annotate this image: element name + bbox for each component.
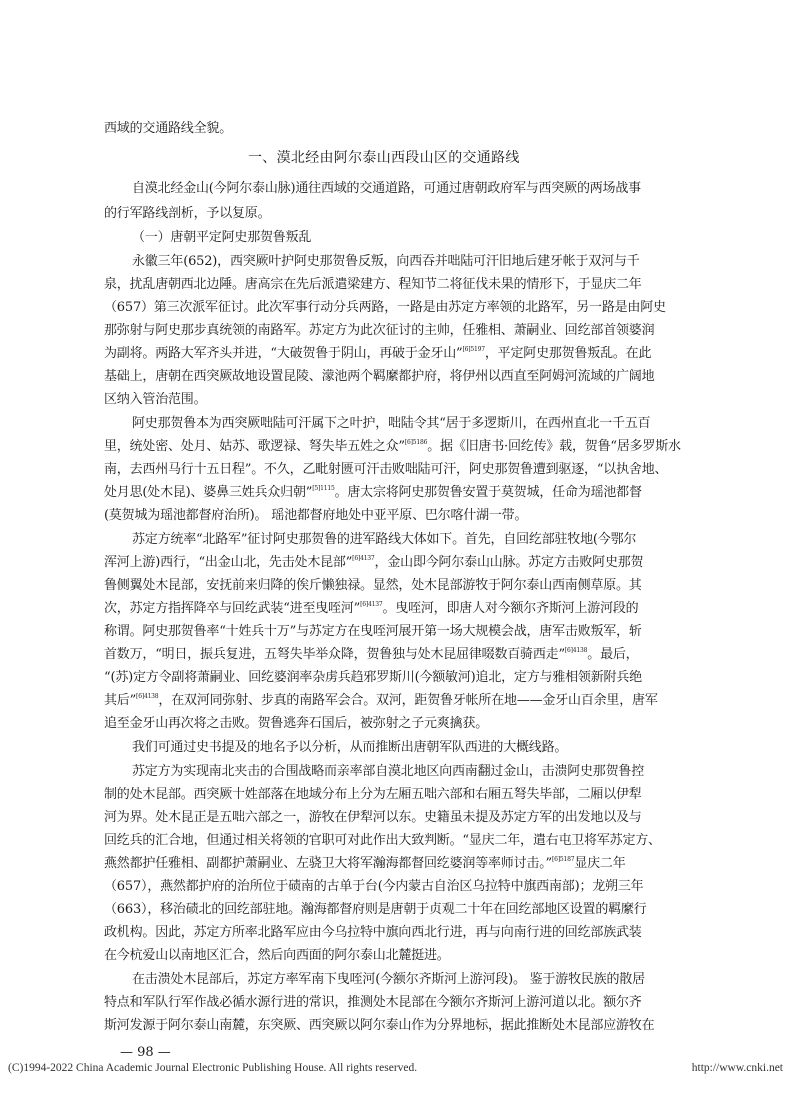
- text-line: [104, 878, 643, 895]
- line-text: 西域的交通路线全貌。: [104, 121, 233, 136]
- text-line: [132, 763, 644, 780]
- line-text: 一、漠北经由阿尔泰山西段山区的交通路线: [248, 150, 520, 166]
- line-text: 其后”: [104, 693, 137, 708]
- line-text: 浑河上游)西行，“出金山北，先击处木昆部”: [104, 555, 353, 570]
- line-text-continued: 显庆二年: [574, 856, 626, 871]
- line-text-continued: ，金山即今阿尔泰山山脉。苏定方击败阿史那贺: [374, 555, 644, 570]
- citation-ref: [6]5187: [551, 856, 575, 863]
- line-text: 在今杭爱山以南地区汇合，然后向西面的阿尔泰山北麓挺进。: [104, 948, 450, 963]
- line-text-continued: 。据《旧唐书·回纥传》载，贺鲁“居多罗斯水: [427, 439, 681, 454]
- line-text: 永徽三年(652)，西突厥叶护阿史那贺鲁反叛，向西吞并咄陆可汗旧地后建牙帐于双河与千: [132, 254, 640, 269]
- text-line: [132, 971, 645, 988]
- line-text: 河为界。处木昆正是五咄六部之一，游牧在伊犁河以东。史籍虽未提及苏定方军的出发地以及与: [104, 810, 642, 825]
- text-line: [104, 438, 681, 455]
- text-line: [132, 415, 650, 432]
- line-text-continued: 。唐太宗将阿史那贺鲁安置于莫贺城，任命为瑶池都督: [334, 485, 642, 500]
- line-text: （663），移治碛北的回纥部驻地。瀚海都督府则是唐朝于贞观二十年在回纥部地区设置的羁縻行: [104, 902, 647, 917]
- text-line: [104, 1017, 654, 1034]
- copyright-footer: [8, 1062, 783, 1074]
- line-text: 苏定方统率“北路军”征讨阿史那贺鲁的进军路线大体如下。首先，自回纥部驻牧地(今鄂尔: [132, 532, 637, 547]
- text-line: [104, 692, 658, 709]
- line-text: 特点和军队行军作战必循水源行进的常识，推测处木昆部在今额尔齐斯河上游河道以北。额尔齐: [104, 995, 642, 1010]
- line-text-continued: ，在双河同弥射、步真的南路军会合。双河，距贺鲁牙帐所在地——金牙山百余里，唐军: [158, 693, 658, 708]
- line-text-continued: ，平定阿史那贺鲁叛乱。在此: [484, 346, 652, 361]
- line-text: 在击溃处木昆部后，苏定方率军南下曳咥河(今额尔齐斯河上游河段)。 鉴于游牧民族的散居: [132, 972, 645, 987]
- text-line: [132, 739, 567, 756]
- text-line: [104, 669, 642, 686]
- text-line: [104, 855, 626, 872]
- text-line: [104, 120, 232, 137]
- citation-ref: [6]4138: [136, 693, 159, 700]
- line-text: 为副将。两路大军齐头并进，“大破贺鲁于阴山，再破于金牙山”: [104, 346, 463, 361]
- line-text-continued: 。曳咥河，即唐人对今额尔齐斯河上游河段的: [382, 601, 639, 616]
- line-text: 回纥兵的汇合地，但通过相关将领的官职可对此作出大致判断。“显庆二年，遣右屯卫将军苏定方、: [104, 833, 661, 848]
- line-text: 追至金牙山再次将之击败。贺鲁逃奔石国后，被弥射之子元爽擒获。: [104, 716, 489, 731]
- text-line: [104, 901, 647, 918]
- text-line: [104, 507, 527, 524]
- text-line: [104, 623, 642, 640]
- citation-ref: [6]5197: [462, 346, 485, 353]
- section-heading: [248, 150, 520, 167]
- text-line: [104, 368, 654, 385]
- text-line: [104, 205, 270, 222]
- line-text: 阿史那贺鲁本为西突厥咄陆可汗属下之叶护，咄陆令其“居于多逻斯川，在西州直北一千五百: [132, 416, 651, 431]
- text-line: [104, 786, 642, 803]
- text-line: [132, 253, 640, 270]
- page-number: — 98 —: [120, 1045, 171, 1060]
- line-text: 政机构。因此，苏定方所率北路军应由今乌拉特中旗向西北行进，再与向南行进的回纥部族武装: [104, 925, 642, 940]
- line-text: 鲁侧翼处木昆部，安抚前来归降的俟斤懒独禄。显然，处木昆部游牧于阿尔泰山西南侧草原。其: [104, 578, 642, 593]
- text-line: [104, 994, 642, 1011]
- cnki-url: http://www.cnki.net: [691, 1062, 783, 1074]
- text-line: [104, 299, 666, 316]
- text-line: [132, 180, 641, 197]
- text-line: [104, 646, 638, 663]
- text-line: [104, 924, 642, 941]
- line-text: 次，苏定方指挥降卒与回纥武装“进至曳咥河”: [104, 601, 361, 616]
- text-line: [104, 832, 661, 849]
- line-text: 燕然都护任雅相、副都护萧嗣业、左骁卫大将军瀚海都督回纥婆润等率师讨击。”: [104, 856, 552, 871]
- text-line: [104, 322, 654, 339]
- line-text: (莫贺城为瑶池都督府治所)。 瑶池都督府地处中亚平原、巴尔喀什湖一带。: [104, 508, 528, 523]
- text-line: [104, 715, 488, 732]
- line-text: 自漠北经金山(今阿尔泰山脉)通往西域的交通道路，可通过唐朝政府军与西突厥的两场战事: [132, 181, 641, 196]
- line-text: （657），燕然都护府的治所位于碛南的古单于台(今内蒙古自治区乌拉特中旗西南部)；龙朔三年: [104, 879, 644, 894]
- line-text: 称谓。阿史那贺鲁率“十姓兵十万”与苏定方在曳咥河展开第一场大规模会战，唐军击败叛军，斩: [104, 624, 642, 639]
- line-text: 苏定方为实现南北夹击的合围战略而亲率部自漠北地区向西南翻过金山，击溃阿史那贺鲁控: [132, 764, 645, 779]
- line-text: 首数万，“明日，振兵复进，五弩失毕举众降，贺鲁独与处木昆屈律啜数百骑西走”: [104, 647, 565, 662]
- line-text: 那弥射与阿史那步真统领的南路军。苏定方为此次征讨的主帅，任雅相、萧嗣业、回纥部首领婆润: [104, 323, 655, 338]
- text-line: [104, 461, 667, 478]
- citation-ref: [6]4138: [564, 647, 588, 654]
- text-line: [104, 947, 450, 964]
- text-line: [104, 809, 642, 826]
- citation-ref: [6]5186: [404, 439, 428, 446]
- text-line: [104, 391, 206, 408]
- copyright-text: (C)1994-2022 China Academic Journal Electronic Publishing House. All rights reserved.: [8, 1062, 418, 1074]
- text-line: [132, 229, 311, 246]
- citation-ref: [5]1115: [312, 485, 335, 492]
- line-text: 我们可通过史书提及的地名予以分析，从而推断出唐朝军队西进的大概线路。: [132, 740, 568, 755]
- line-text: 泉，扰乱唐朝西北边陲。唐高宗在先后派遣梁建方、程知节二将征伐未果的情形下，于显庆二年: [104, 277, 642, 292]
- text-line: [132, 531, 636, 548]
- line-text: 南，去西州马行十五日程”。不久，乙毗射匮可汗击败咄陆可汗，阿史那贺鲁遭到驱逐，“以执舍地、: [104, 462, 668, 477]
- text-line: [104, 554, 643, 571]
- citation-ref: [6]4137: [352, 555, 375, 562]
- line-text: 区纳入管治范围。: [104, 392, 207, 407]
- line-text: 里，统处密、处月、姑苏、歌逻禄、弩失毕五姓之众”: [104, 439, 405, 454]
- citation-ref: [6]4137: [360, 601, 383, 608]
- line-text: 制的处木昆部。西突厥十姓部落在地域分布上分为左厢五咄六部和右厢五弩失毕部，二厢以伊犁: [104, 787, 642, 802]
- line-text: 处月思(处木昆)、婆鼻三姓兵众归朝”: [104, 485, 313, 500]
- line-text: 基础上，唐朝在西突厥故地设置昆陵、濛池两个羁縻都护府，将伊州以西直至阿姆河流域的广阔地: [104, 369, 655, 384]
- text-line: [104, 276, 642, 293]
- line-text: 斯河发源于阿尔泰山南麓，东突厥、西突厥以阿尔泰山作为分界地标，据此推断处木昆部应游牧在: [104, 1018, 655, 1033]
- line-text: 的行军路线剖析，予以复原。: [104, 206, 271, 221]
- line-text: （657）第三次派军征讨。此次军事行动分兵两路，一路是由苏定方率领的北路军，另一路是由阿史: [104, 300, 666, 315]
- text-line: [104, 484, 642, 501]
- text-line: [104, 345, 651, 362]
- text-line: [104, 600, 638, 617]
- line-text: （一）唐朝平定阿史那贺鲁叛乱: [132, 230, 312, 245]
- line-text: “(苏)定方令副将萧嗣业、回纥婆润率杂虏兵趋邪罗斯川(今额敏河)追北，定方与雅相领新附兵绝: [104, 670, 642, 685]
- text-line: [104, 577, 642, 594]
- line-text-continued: 。最后，: [587, 647, 639, 662]
